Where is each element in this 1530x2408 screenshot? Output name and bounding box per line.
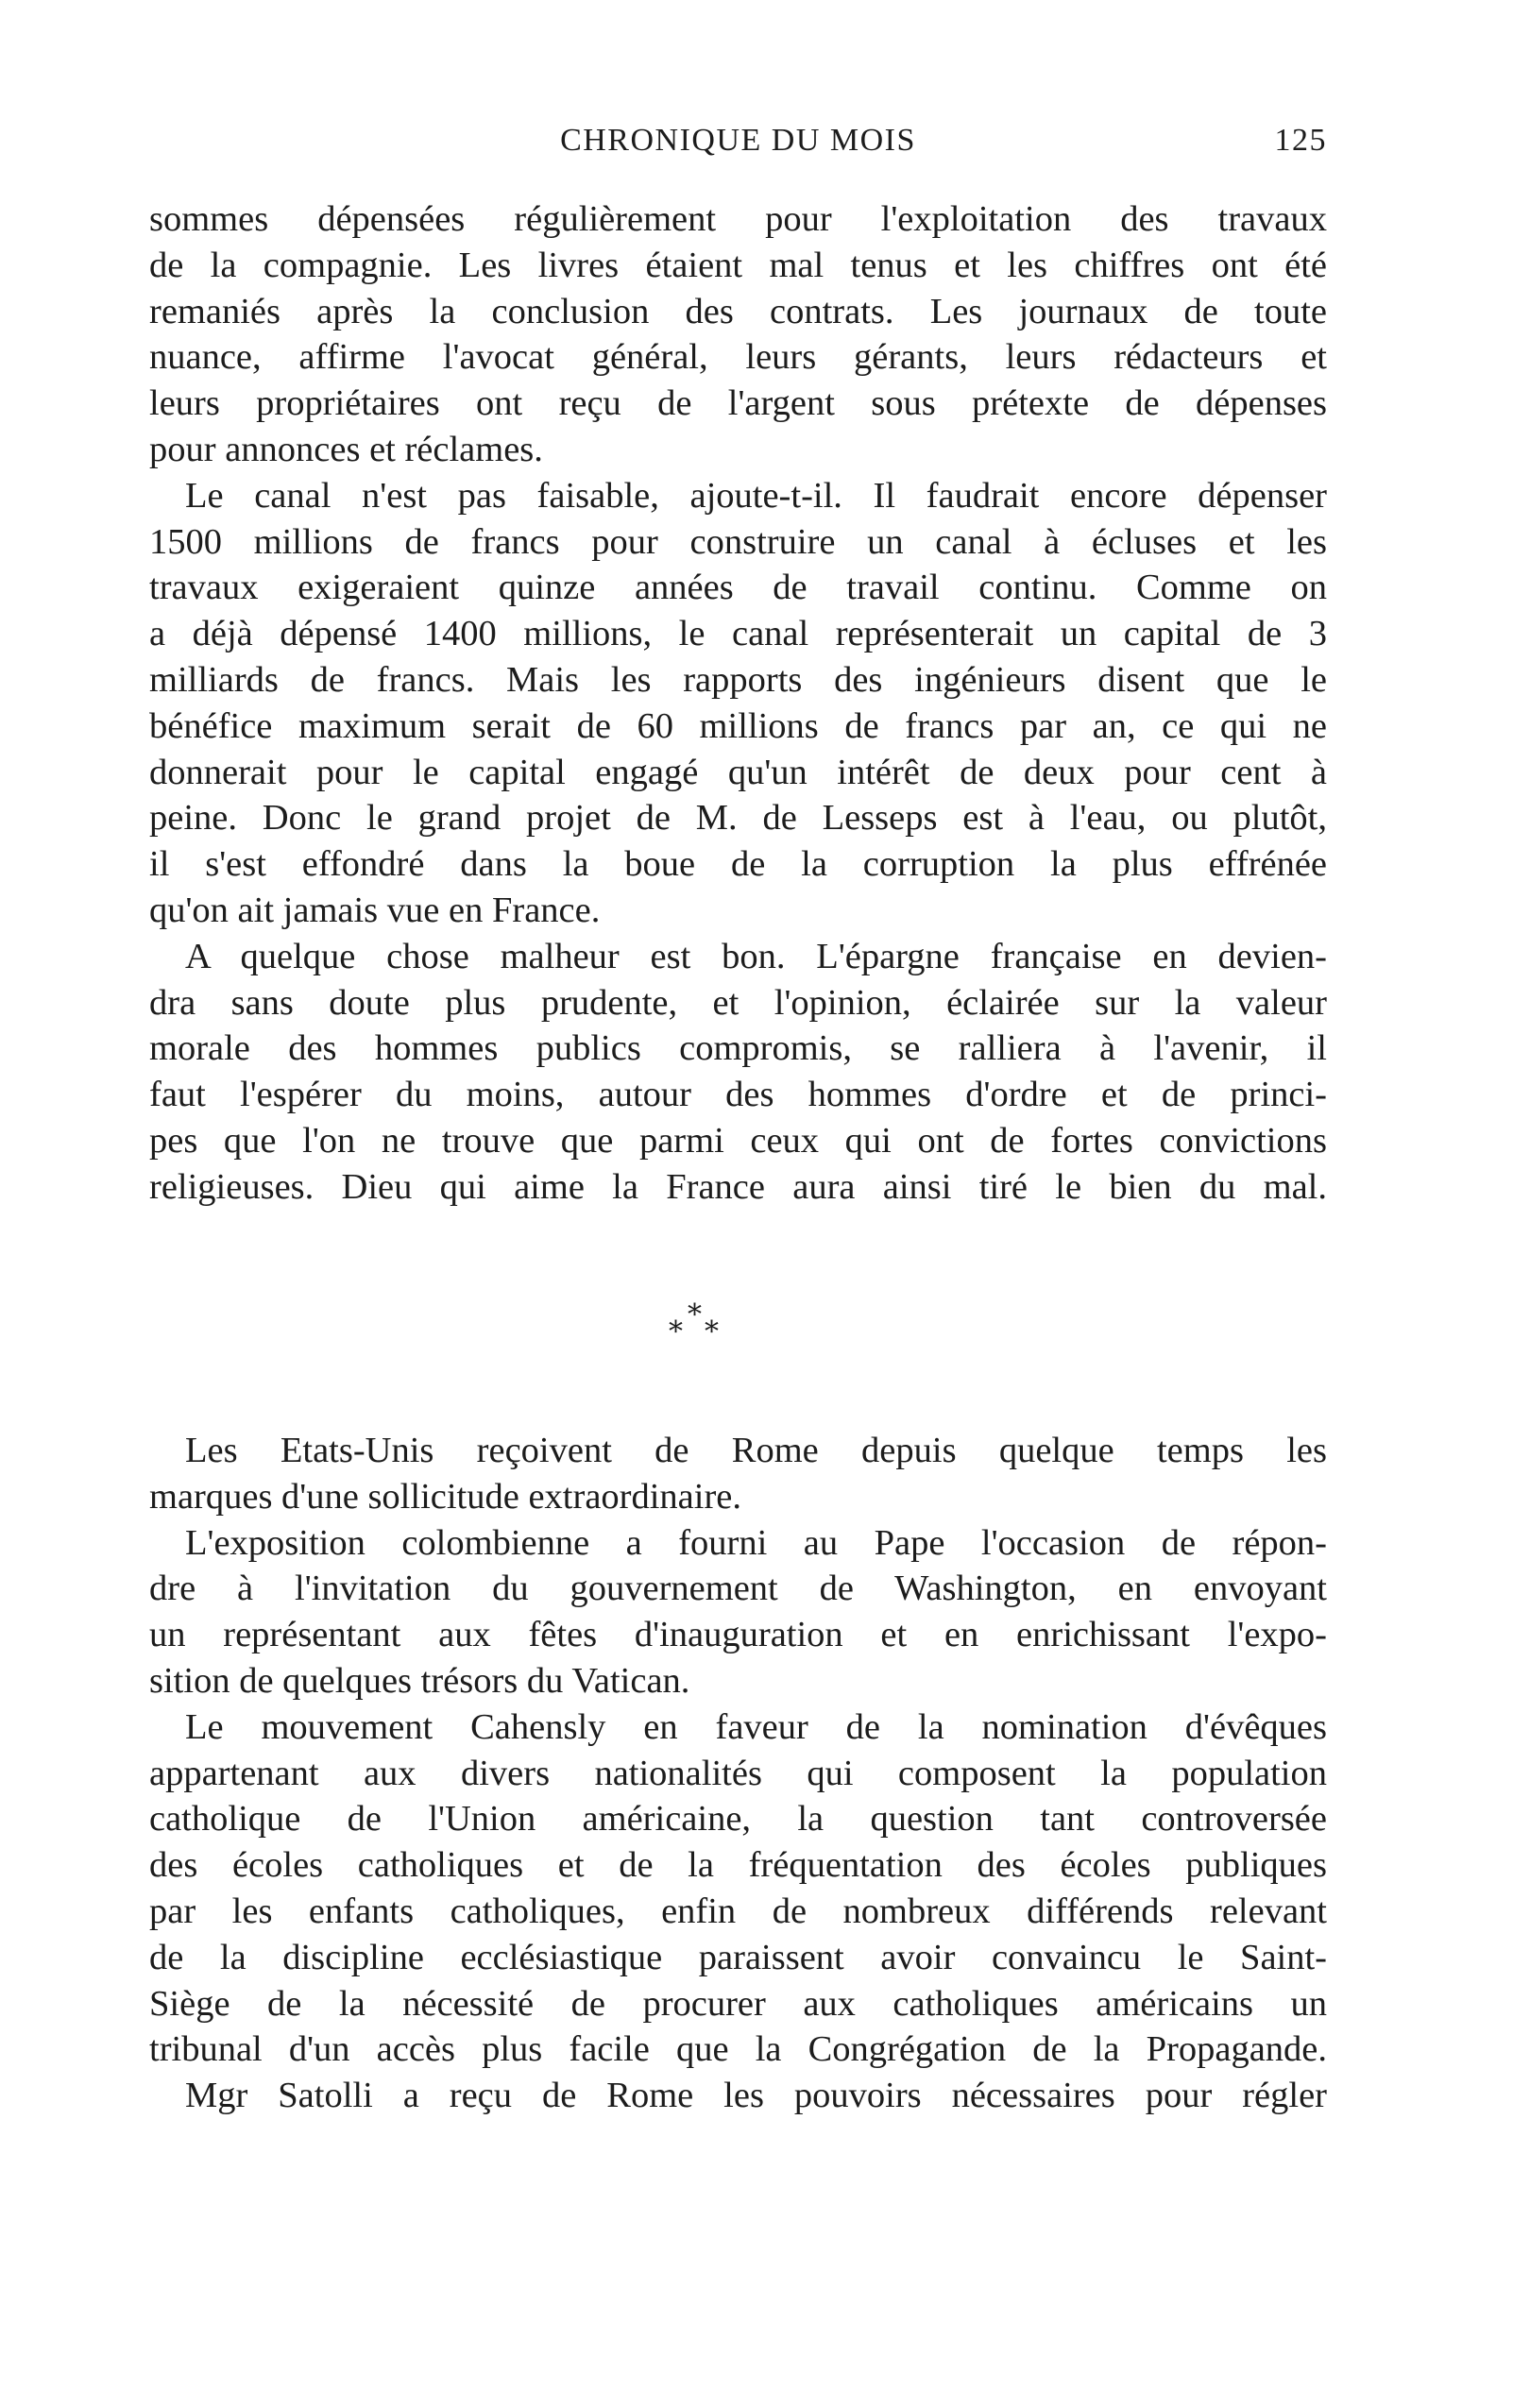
text-line: religieuses. Dieu qui aime la France aura ainsi tiré le bien du mal.	[149, 1166, 1327, 1207]
text-line: sommes dépensées régulièrement pour l'exploitation des travaux	[149, 199, 1327, 239]
text-line: appartenant aux divers nationalités qui composent la population	[149, 1753, 1327, 1793]
text-line: L'exposition colombienne a fourni au Pape l'occasion de répon-	[185, 1522, 1327, 1563]
text-line: dre à l'invitation du gouvernement de Washington, en envoyant	[149, 1569, 1327, 1609]
text-line: de la compagnie. Les livres étaient mal tenus et les chiffres ont été	[149, 245, 1327, 285]
text-line: qu'on ait jamais vue en France.	[149, 890, 601, 930]
text-line: leurs propriétaires ont reçu de l'argent sous prétexte de dépenses	[149, 383, 1327, 424]
article-text-section-1	[149, 196, 1327, 1211]
text-line: remaniés après la conclusion des contrats. Les journaux de toute	[149, 291, 1327, 331]
text-line: catholique de l'Union américaine, la question tant controversée	[149, 1799, 1327, 1840]
text-line: peine. Donc le grand projet de M. de Lesseps est à l'eau, ou plutôt,	[149, 798, 1327, 839]
text-line: donnerait pour le capital engagé qu'un intérêt de deux pour cent à	[149, 752, 1327, 792]
text-line: Siège de la nécessité de procurer aux catholiques américains un	[149, 1983, 1327, 2024]
text-line: Le mouvement Cahensly en faveur de la nomination d'évêques	[185, 1706, 1327, 1747]
text-line: dra sans doute plus prudente, et l'opinion, éclairée sur la valeur	[149, 982, 1327, 1023]
text-line: bénéfice maximum serait de 60 millions de francs par an, ce qui ne	[149, 705, 1327, 746]
asterism-star: *	[705, 1315, 719, 1348]
text-line: travaux exigeraient quinze années de travail continu. Comme on	[149, 568, 1327, 608]
text-line: par les enfants catholiques, enfin de nombreux différends relevant	[149, 1891, 1327, 1931]
text-line: morale des hommes publics compromis, se ralliera à l'avenir, il	[149, 1028, 1327, 1069]
page-number: 125	[1274, 123, 1327, 158]
text-line: des écoles catholiques et de la fréquentation des écoles publiques	[149, 1845, 1327, 1886]
article-text-section-2	[149, 1428, 1327, 2119]
text-line: pes que l'on ne trouve que parmi ceux qui ont de fortes convictions	[149, 1120, 1327, 1161]
text-line: il s'est effondré dans la boue de la corruption la plus effrénée	[149, 844, 1327, 885]
text-line: Les Etats-Unis reçoivent de Rome depuis quelque temps les	[185, 1431, 1327, 1470]
text-line: milliards de francs. Mais les rapports des ingénieurs disent que le	[149, 659, 1327, 700]
text-line: de la discipline ecclésiastique paraissent avoir convaincu le Saint-	[149, 1937, 1327, 1977]
text-line: Le canal n'est pas faisable, ajoute-t-il. Il faudrait encore dépenser	[185, 475, 1327, 516]
text-line: Mgr Satolli a reçu de Rome les pouvoirs nécessaires pour régler	[185, 2076, 1327, 2116]
asterism-star: *	[688, 1298, 702, 1331]
text-line: A quelque chose malheur est bon. L'épargne française en devien-	[185, 936, 1327, 976]
text-line: marques d'une sollicitude extraordinaire.	[149, 1476, 741, 1517]
text-line: sition de quelques trésors du Vatican.	[149, 1660, 690, 1701]
text-line: nuance, affirme l'avocat général, leurs gérants, leurs rédacteurs et	[149, 337, 1327, 378]
running-title: CHRONIQUE DU MOIS	[560, 123, 916, 158]
text-line: faut l'espérer du moins, autour des hommes d'ordre et de princi-	[149, 1075, 1327, 1115]
text-line: a déjà dépensé 1400 millions, le canal représenterait un capital de 3	[149, 614, 1327, 654]
text-line: pour annonces et réclames.	[149, 429, 543, 469]
text-line: un représentant aux fêtes d'inauguration et en enrichissant l'expo-	[149, 1615, 1327, 1655]
asterism-separator	[0, 1298, 1530, 1358]
text-line: 1500 millions de francs pour construire un canal à écluses et les	[149, 521, 1327, 562]
text-line: tribunal d'un accès plus facile que la Congrégation de la Propagande.	[149, 2029, 1327, 2070]
page-header	[149, 123, 1327, 170]
asterism-star: *	[669, 1315, 683, 1348]
